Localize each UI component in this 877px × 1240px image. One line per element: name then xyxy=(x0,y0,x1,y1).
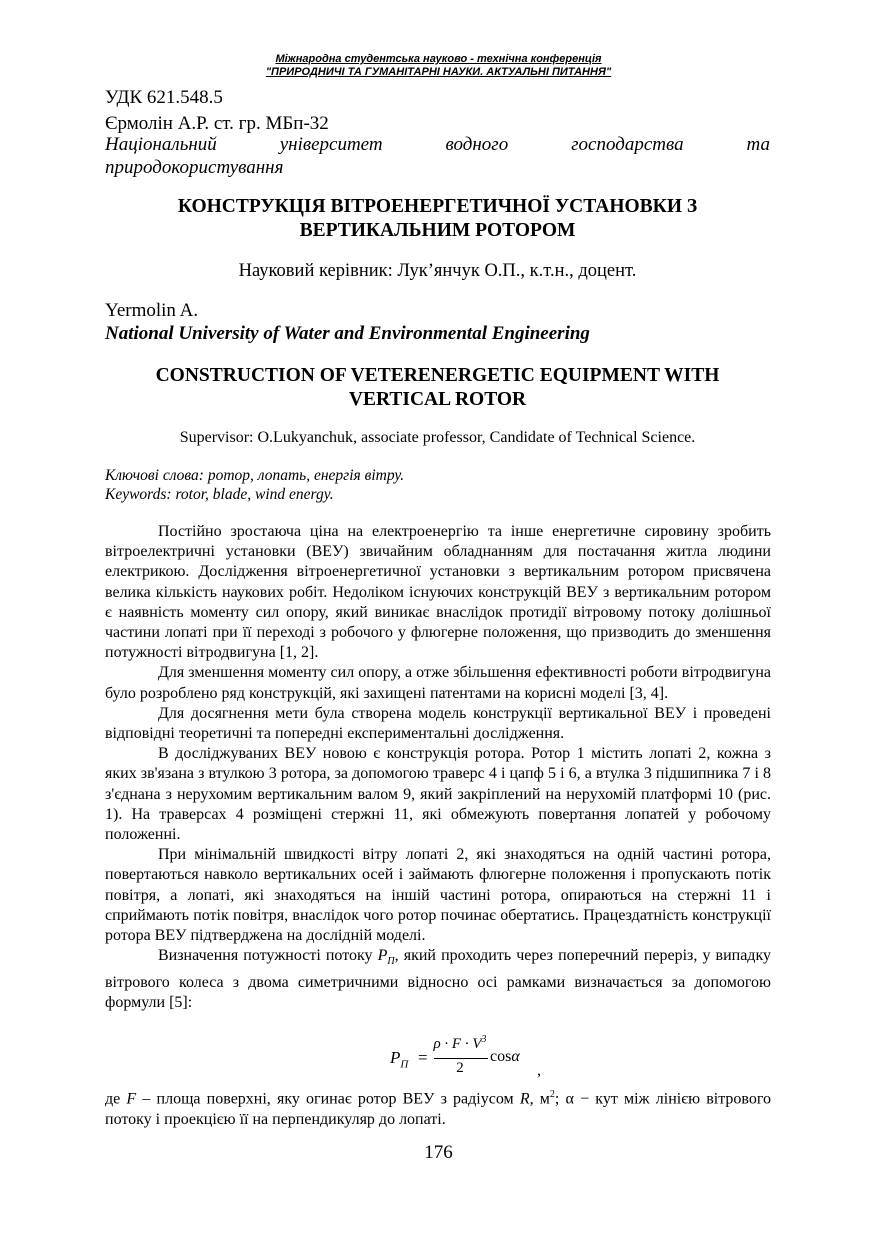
paragraph: Постійно зростаюча ціна на електроенергію та інше енергетичне сировину зробить вітроелектричні установки (ВЕУ) звичайним обладнанням для постачання житла людини електрикою. Дослідження вітроенергетичної установки з вертикальним ротором присвячена велика кількість наукових робіт. Недоліком існуючих конструкцій ВЕУ з вертикальним ротором є наявність моменту сил опору, який виникає внаслідок протидії вітровому потоку долішньої частини лопаті при її переході з робочого у флюгерне положення, що призводить до зменшення потужності вітродвигуна [1, 2]. xyxy=(105,523,771,662)
formula-denominator: 2 xyxy=(456,1060,464,1076)
body-text xyxy=(105,522,771,1013)
conference-header-line1: Міжнародна студентська науково - технічна конференція xyxy=(275,53,602,65)
power-symbol: P xyxy=(377,947,388,965)
conference-header-line2: "ПРИРОДНИЧІ ТА ГУМАНІТАРНІ НАУКИ. АКТУАЛЬНІ ПИТАННЯ" xyxy=(265,66,612,78)
paragraph: При мінімальній швидкості вітру лопаті 2, які знаходяться на одній частині ротора, повертаються навколо вертикальних осей і займають флюгерне положення і пропускають потік повітря, а лопаті, які знаходяться на іншій частині ротора, опираються на стержні 11 і сприймають потік повітря, внаслідок чого ротор починає обертатись. Працездатність конструкції ротора ВЕУ підтверджена на дослідній моделі. xyxy=(105,846,771,945)
formula-cos: cosα xyxy=(490,1048,520,1065)
author-en: Yermolin A. xyxy=(105,300,199,321)
supervisor-en: Supervisor: O.Lukyanchuk, associate professor, Candidate of Technical Science. xyxy=(179,429,696,446)
keywords-ua: Ключові слова: ротор, лопать, енергія вітру. xyxy=(105,467,405,484)
university-en: National University of Water and Environmental Engineering xyxy=(105,323,590,344)
page-number: 176 xyxy=(424,1142,453,1163)
keywords-en: Keywords: rotor, blade, wind energy. xyxy=(105,486,334,503)
formula-explanation: де F – площа поверхні, яку огинає ротор ВЕУ з радіусом R, $м^2$; α − кут між лінією вітрового потоку і проекцією її на перпендикуляр до лопаті. xyxy=(105,1089,772,1128)
author-ua: Єрмолін А.Р. ст. гр. МБп-32 xyxy=(105,113,329,134)
title-ua-line2: ВЕРТИКАЛЬНИМ РОТОРОМ xyxy=(299,220,576,241)
formula-lhs: $P_П$ xyxy=(390,1048,409,1071)
title-ua-line1: КОНСТРУКЦІЯ ВІТРОЕНЕРГЕТИЧНОЇ УСТАНОВКИ З xyxy=(177,196,698,217)
power-formula xyxy=(390,1036,560,1086)
fraction-bar xyxy=(434,1058,488,1059)
paragraph: Для зменшення моменту сил опору, а отже збільшення ефективності роботи вітродвигуна було розроблено ряд конструкцій, які захищені патентами на корисні моделі [3, 4]. xyxy=(105,664,771,702)
paragraph: Для досягнення мети була створена модель конструкції вертикальної ВЕУ і проведені відповідні теоретичні та попередні експериментальні дослідження. xyxy=(105,704,771,743)
university-ua-line1: Національний університет водного господарства та xyxy=(105,134,770,155)
formula-equals: = xyxy=(418,1048,428,1067)
supervisor-ua: Науковий керівник: Лук’янчук О.П., к.т.н., доцент. xyxy=(238,261,637,281)
paragraph-formula-intro: Визначення потужності потоку $P_П$, який проходить через поперечний переріз, у випадку вітрового колеса з двома симетричними відносно осі рамками визначається за допомогою формули [5]: xyxy=(105,947,771,1011)
udk-code: УДК 621.548.5 xyxy=(105,87,223,108)
title-en-line1: CONSTRUCTION OF VETERENERGETIC EQUIPMENT WITH xyxy=(155,365,720,386)
paragraph: В досліджуваних ВЕУ новою є конструкція ротора. Ротор 1 містить лопаті 2, кожна з яких зв'язана з втулкою 3 ротора, за допомогою траверс 4 і цапф 5 і 6, а втулка 3 підшипника 7 і 8 з'єднана з нерухомим вертикальним валом 9, який закріплений на нерухомій платформі 10 (рис. 1). На траверсах 4 розміщені стержні 11, які обмежують повертання лопатей у робочому положенні. xyxy=(105,745,771,844)
title-en-line2: VERTICAL ROTOR xyxy=(348,389,527,410)
formula-comma: , xyxy=(537,1062,541,1079)
university-ua-line2: природокористування xyxy=(105,157,284,178)
formula-numerator: $\rho \cdot F \cdot V^3$ xyxy=(433,1034,487,1052)
